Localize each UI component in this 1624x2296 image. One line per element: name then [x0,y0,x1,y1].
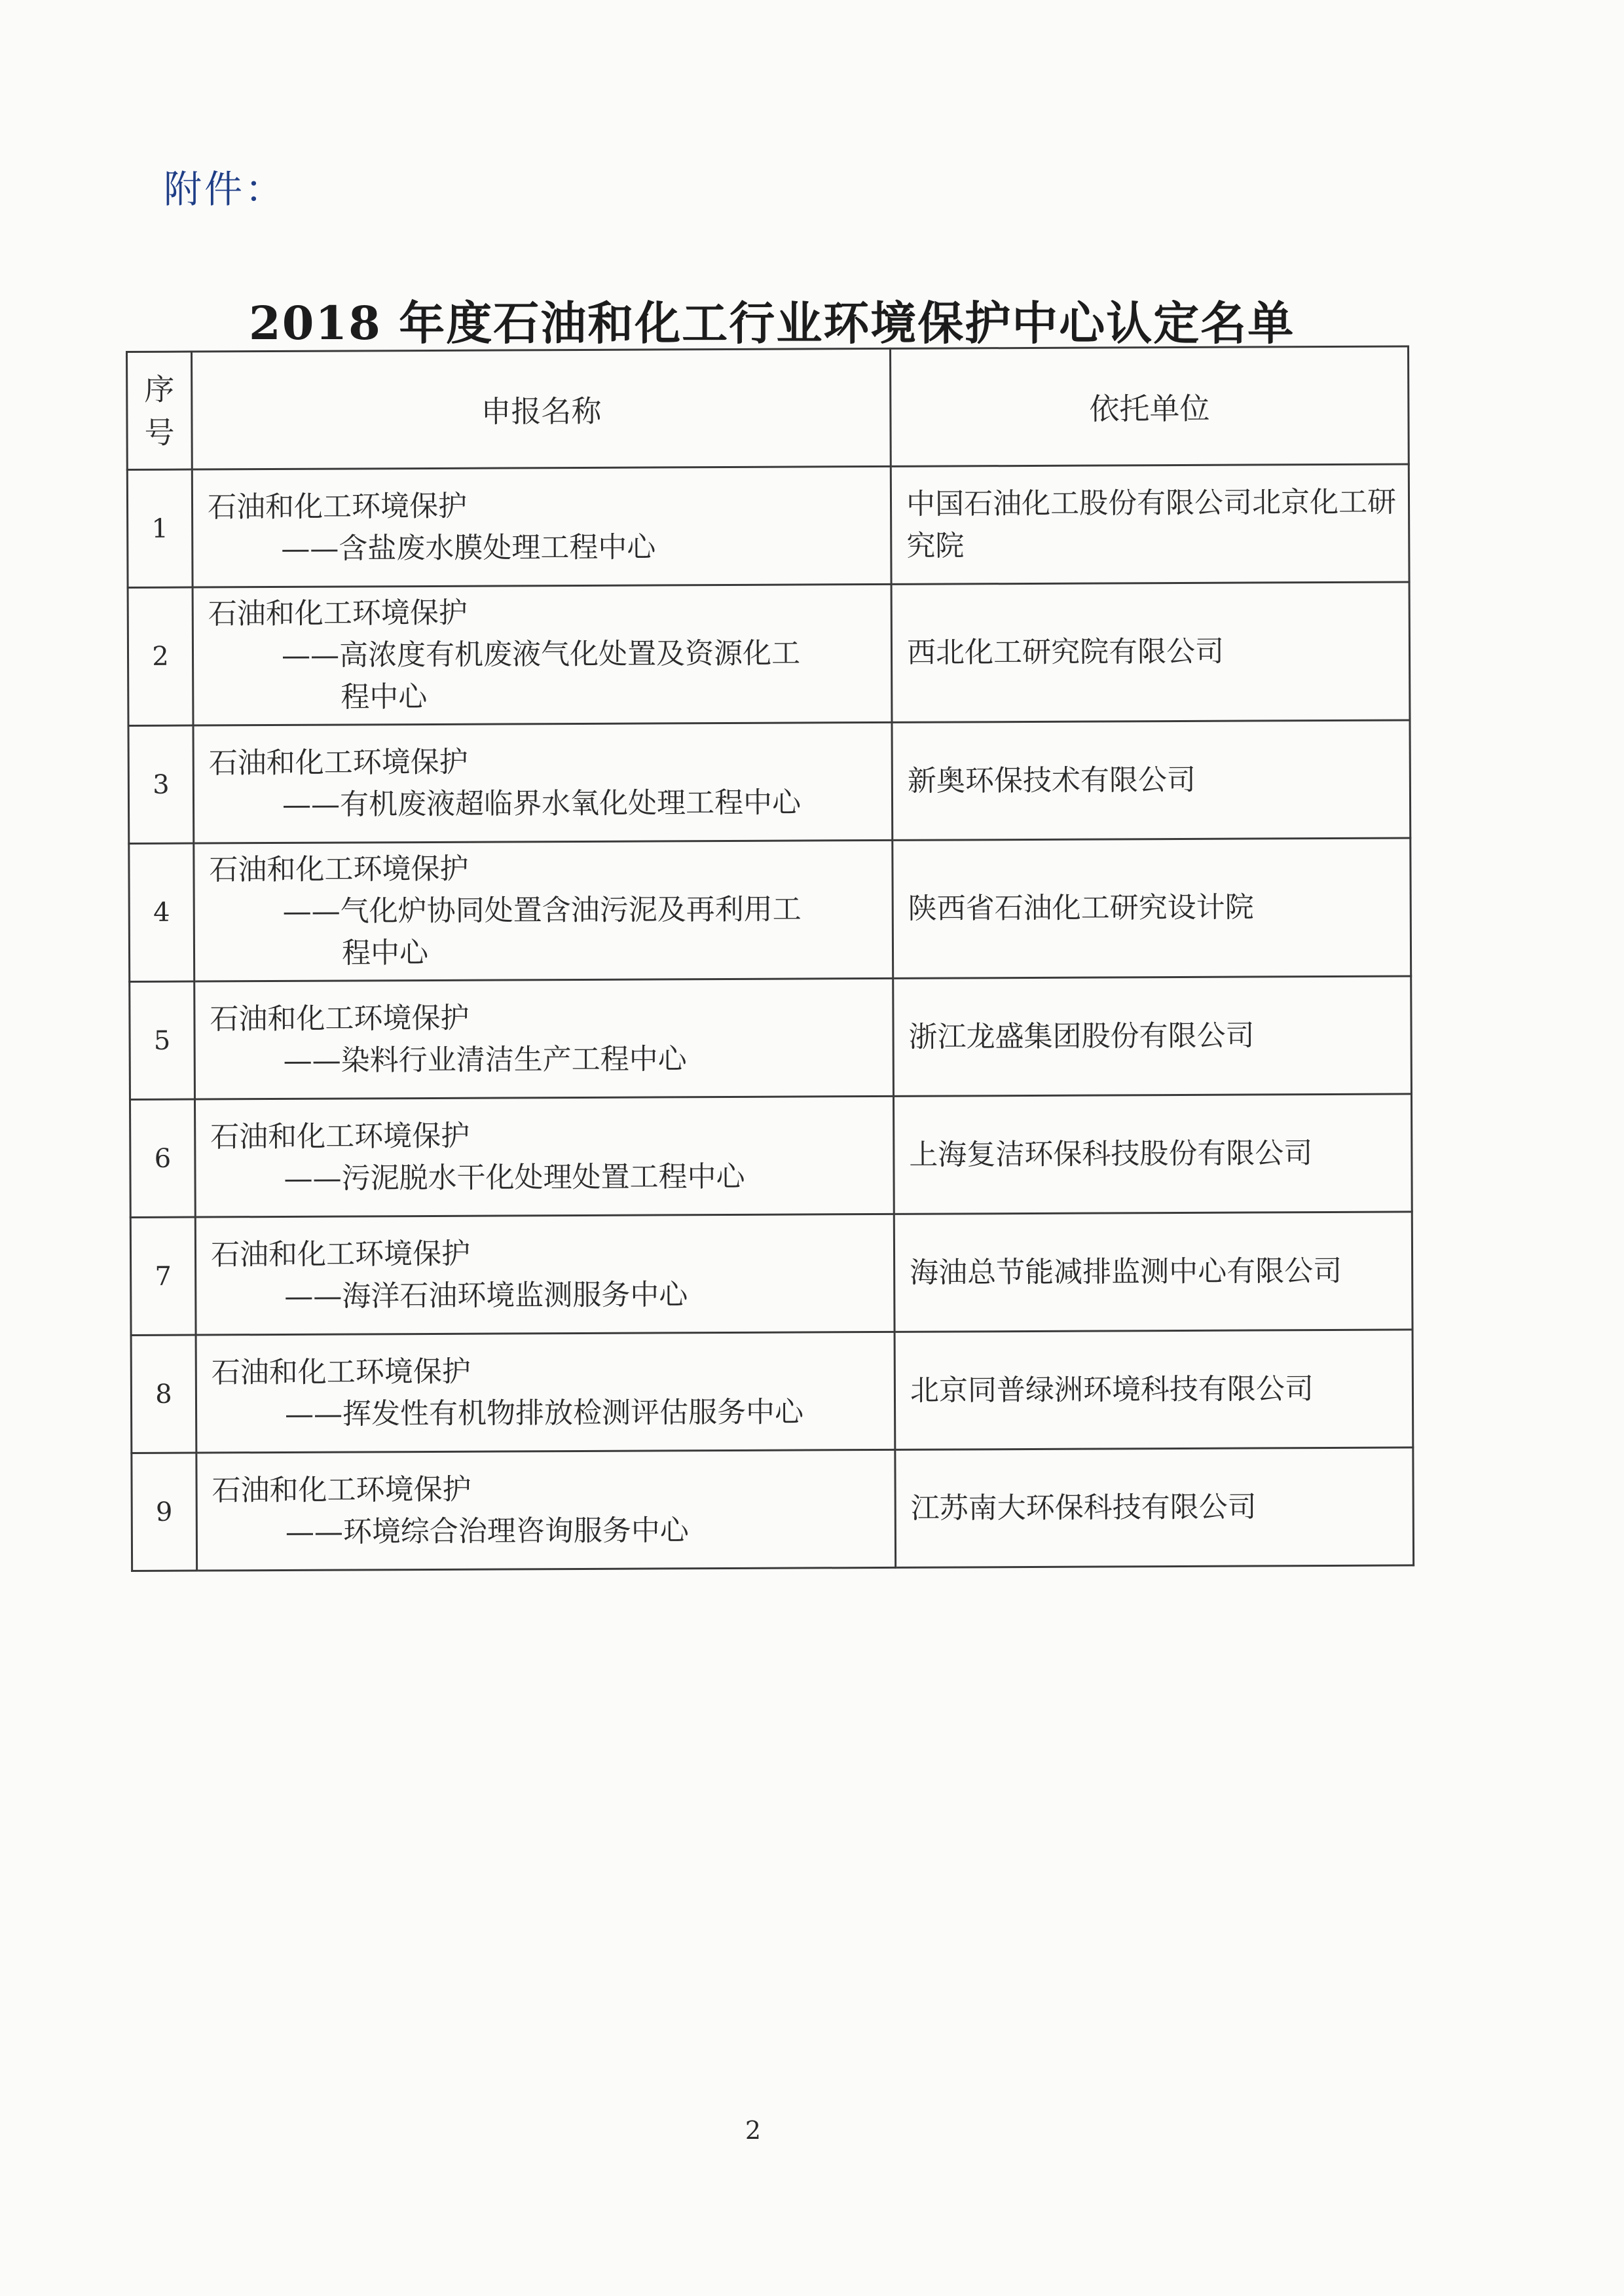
row-seq: 6 [130,1099,195,1217]
row-name [194,840,893,981]
row-name-line1: 石油和化工环境保护 [210,1119,470,1154]
row-unit: 西北化工研究院有限公司 [891,582,1410,722]
table-row [129,838,1411,982]
row-seq: 5 [130,981,195,1099]
document-title: 2018 年度石油和化工行业环境保护中心认定名单 [249,296,1295,350]
row-unit: 新奥环保技术有限公司 [892,720,1411,840]
row-name-line2: ——高浓度有机废液气化处置及资源化工 [281,636,801,672]
row-unit: 中国石油化工股份有限公司北京化工研究院 [891,464,1409,584]
table-row [130,1212,1412,1336]
row-name [193,584,892,725]
header-seq [127,352,193,469]
row-name-line1: 石油和化工环境保护 [208,745,468,780]
row-name-line1: 石油和化工环境保护 [210,1237,471,1271]
row-name-line3: 程中心 [341,936,429,970]
certification-table [126,345,1414,1572]
row-name-line1: 石油和化工环境保护 [210,1001,470,1036]
row-seq: 3 [128,725,194,843]
table-row [130,976,1412,1100]
row-name [192,466,891,587]
row-seq: 2 [128,587,193,725]
table-row [128,720,1411,844]
row-name-line2: ——环境综合治理咨询服务中心 [285,1513,689,1549]
header-unit: 依托单位 [890,346,1409,466]
row-unit: 浙江龙盛集团股份有限公司 [893,976,1412,1096]
row-name [194,1096,894,1217]
row-name-line2: ——海洋石油环境监测服务中心 [284,1277,688,1313]
row-unit: 江苏南大环保科技有限公司 [895,1448,1414,1567]
row-name-line2: ——含盐废水膜处理工程中心 [281,530,656,566]
header-seq-line1: 序 [144,371,175,407]
row-name-line2: ——气化炉协同处置含油污泥及再利用工 [282,892,802,928]
row-name [195,1214,895,1335]
row-name-line1: 石油和化工环境保护 [211,1355,471,1389]
page-number: 2 [745,2116,762,2145]
row-unit: 上海复洁环保科技股份有限公司 [893,1094,1412,1214]
table-row [128,582,1410,726]
row-name [196,1449,896,1571]
row-name-line1: 石油和化工环境保护 [212,1472,471,1507]
row-seq: 9 [132,1453,197,1571]
table-row [131,1330,1413,1453]
header-seq-line2: 号 [144,414,175,450]
row-name-line1: 石油和化工环境保护 [208,596,468,631]
row-name-line1: 石油和化工环境保护 [207,489,468,524]
row-unit: 陕西省石油化工研究设计院 [893,838,1411,978]
table-row [130,1094,1412,1218]
header-name: 申报名称 [192,348,891,469]
row-name-line2: ——挥发性有机物排放检测评估服务中心 [284,1394,804,1431]
row-name [193,722,893,843]
row-name-line1: 石油和化工环境保护 [209,852,469,887]
row-unit: 海油总节能减排监测中心有限公司 [894,1212,1412,1332]
row-seq: 1 [127,469,193,587]
row-seq: 8 [131,1335,196,1453]
row-unit: 北京同普绿洲环境科技有限公司 [895,1330,1413,1449]
row-name-line3: 程中心 [341,680,428,714]
row-name-line2: ——污泥脱水干化处理处置工程中心 [284,1159,745,1195]
row-name-line2: ——染料行业清洁生产工程中心 [283,1042,687,1078]
table-header-row [127,346,1409,470]
table-row [132,1448,1414,1571]
row-seq: 7 [130,1217,196,1335]
annex-label: 附件： [164,167,286,211]
table-row [127,464,1409,588]
row-seq: 4 [129,843,194,981]
row-name [194,978,894,1099]
row-name [196,1332,895,1453]
row-name-line2: ——有机废液超临界水氧化处理工程中心 [282,786,802,822]
